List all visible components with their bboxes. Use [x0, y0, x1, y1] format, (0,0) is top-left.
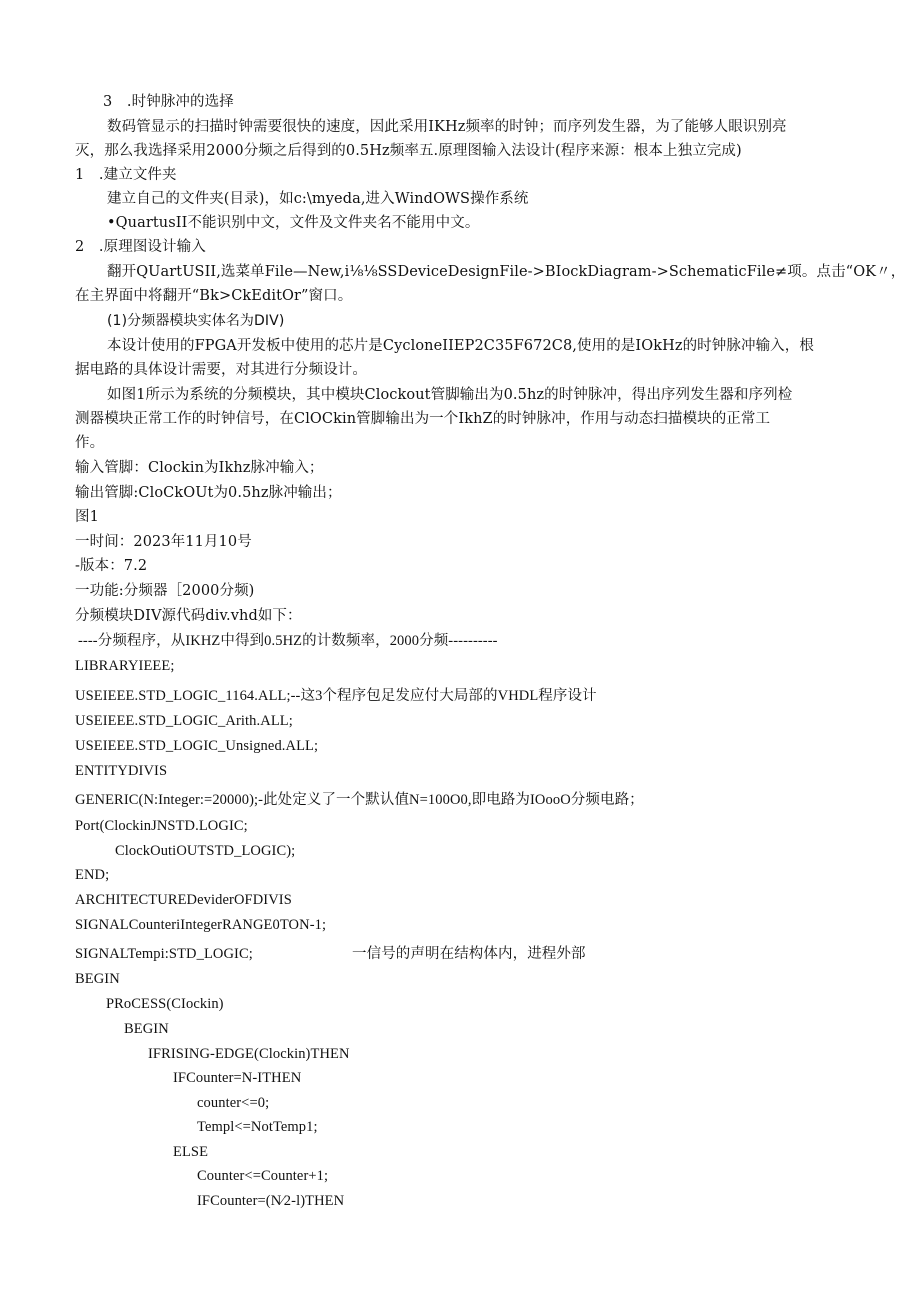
div-paragraph-2-line-3: 作。 [75, 435, 105, 451]
div-paragraph-2-line-1: 如图1所示为系统的分频模块，其中模块Clockout管脚输出为0.5hz的时钟脉冲，得出序列发生器和序列检 [107, 387, 793, 403]
version-text: -版本：7.2 [75, 558, 148, 574]
code-line: LIBRARYIEEE; [75, 658, 175, 674]
code-line: IFRISING-EDGE(Clockin)THEN [148, 1046, 350, 1062]
code-line: USEIEEE.STD_LOGIC_Arith.ALL; [75, 713, 293, 729]
code-line: IFCounter=(N∕2-l)THEN [197, 1193, 345, 1209]
code-line: USEIEEE.STD_LOGIC_Unsigned.ALL; [75, 738, 319, 754]
step-1-note: •QuartusII不能识别中文，文件及文件夹名不能用中文。 [107, 215, 480, 231]
step-1-heading: 1 .建立文件夹 [75, 167, 177, 183]
code-line: USEIEEE.STD_LOGIC_1164.ALL;--这3个程序包足发应付大局部的VHDL程序设计 [75, 688, 597, 704]
code-line: ClockOutiOUTSTD_LOGIC); [115, 843, 296, 859]
code-line: GENERIC(N:Integer:=20000);-此处定义了一个默认值N=100O0,即电路为IOooO分频电路； [75, 792, 644, 808]
code-line: Port(ClockinJNSTD.LOGIC; [75, 818, 248, 834]
input-pin-text: 输入管脚：Clockin为Ikhz脉冲输入； [75, 460, 324, 476]
code-comment: 一信号的声明在结构体内，进程外部 [352, 946, 586, 962]
code-line: counter<=0; [197, 1095, 270, 1111]
code-line: BEGIN [124, 1021, 169, 1037]
step-2-line-1: 翻开QUartUSII,选菜单File—New,i⅛⅛SSDeviceDesignFile->BIockDiagram->SchematicFile≠项。点击“OK〃， [107, 264, 906, 280]
code-line: Counter<=Counter+1; [197, 1168, 329, 1184]
output-pin-text: 输出管脚:CloCkOUt为0.5hz脉冲输出； [75, 485, 342, 501]
section-3-paragraph-line-1: 数码管显示的扫描时钟需要很快的速度，因此采用IKHz频率的时钟；而序列发生器，为了能够人眼识别亮 [107, 119, 787, 135]
code-line: SIGNALTempi:STD_LOGIC; [75, 946, 253, 962]
div-module-heading: (1)分频器模块实体名为DIV) [107, 313, 285, 329]
section-3-paragraph-line-2: 灭，那么我选择采用2000分频之后得到的0.5Hz频率五.原理图输入法设计(程序来源：根本上独立完成) [75, 143, 742, 159]
time-text: 一时间：2023年11月10号 [75, 534, 252, 550]
code-line: SIGNALCounteriIntegerRANGE0TON-1; [75, 917, 327, 933]
code-line: Templ<=NotTemp1; [197, 1119, 318, 1135]
code-line: IFCounter=N-ITHEN [173, 1070, 302, 1086]
div-paragraph-1-line-1: 本设计使用的FPGA开发板中使用的芯片是CycloneIIEP2C35F672C8,使用的是IOkHz的时钟脉冲输入，根 [107, 338, 814, 354]
figure-label: 图1 [75, 509, 99, 525]
code-line: ENTITYDIVIS [75, 763, 168, 779]
div-paragraph-1-line-2: 据电路的具体设计需要，对其进行分频设计。 [75, 362, 367, 378]
source-intro: 分频模块DIV源代码div.vhd如下： [75, 608, 302, 624]
code-line: ARCHITECTUREDeviderOFDIVIS [75, 892, 292, 908]
code-comment-line: ----分频程序，从IKHZ中得到0.5HZ的计数频率，2000分频---------- [78, 633, 498, 649]
div-paragraph-2-line-2: 测器模块正常工作的时钟信号，在ClOCkin管脚输出为一个IkhZ的时钟脉冲，作用与动态扫描模块的正常工 [75, 411, 771, 427]
code-line: PRoCESS(CIockin) [106, 996, 224, 1012]
step-1-line-1: 建立自己的文件夹(目录)，如c:\myeda,进入WindOWS操作系统 [107, 191, 529, 207]
section-3-heading: 3 .时钟脉冲的选择 [103, 94, 234, 110]
code-line: BEGIN [75, 971, 120, 987]
step-2-heading: 2 .原理图设计输入 [75, 239, 206, 255]
function-text: 一功能:分频器［2000分频) [75, 583, 255, 599]
code-line: ELSE [173, 1144, 209, 1160]
code-line: END; [75, 867, 110, 883]
step-2-line-2: 在主界面中将翻开“Bk>CkEditOr”窗口。 [75, 288, 353, 304]
